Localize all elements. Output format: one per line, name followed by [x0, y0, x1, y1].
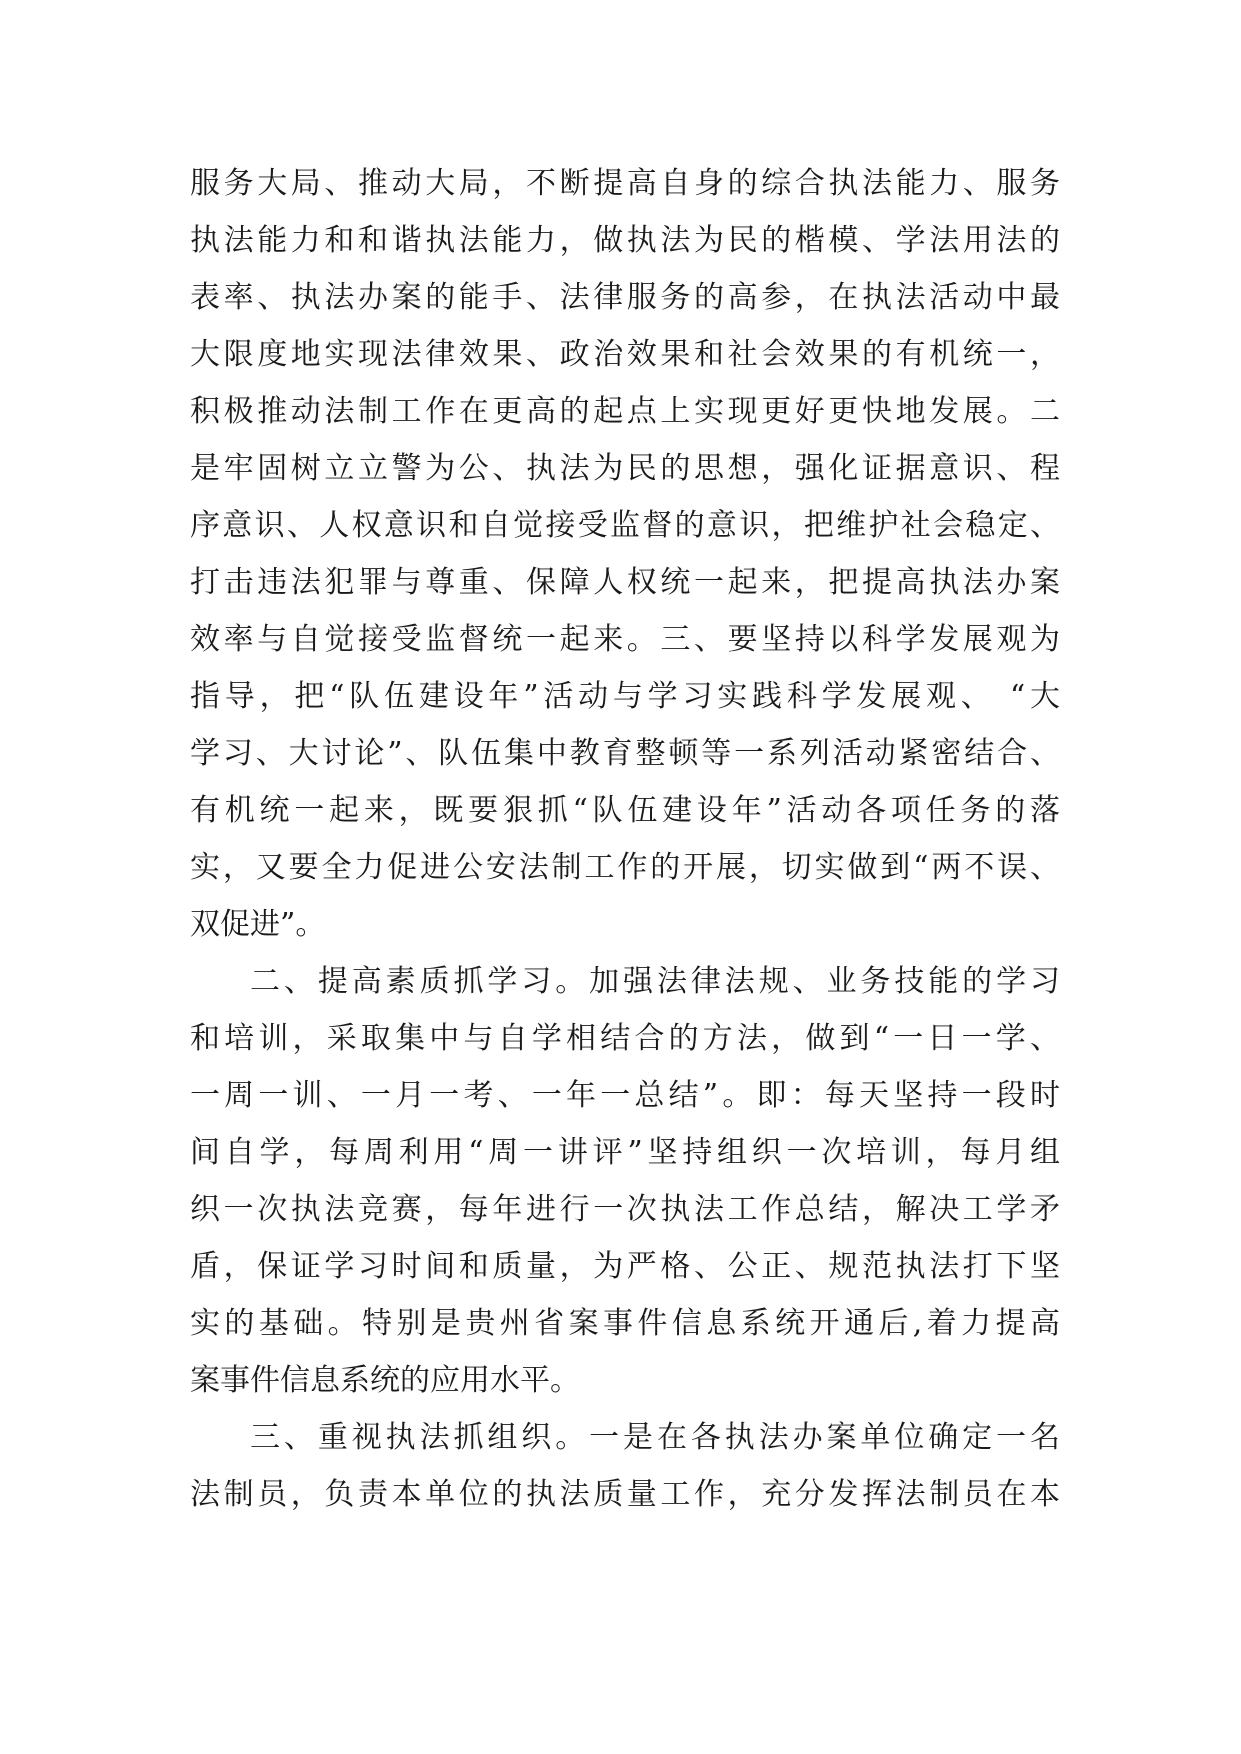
text-line: 案事件信息系统的应用水平。	[190, 1363, 580, 1398]
paragraph-3	[190, 1409, 1060, 1523]
text-line: 有机统一起来，既要狠抓“队伍建设年”活动各项任务的落	[190, 793, 1060, 828]
text-line: 是牢固树立立警为公、执法为民的思想，强化证据意识、程	[190, 451, 1060, 486]
text-line: 实，又要全力促进公安法制工作的开展，切实做到“两不误、	[190, 850, 1060, 885]
text-line: 三、重视执法抓组织。一是在各执法办案单位确定一名	[250, 1420, 1060, 1455]
text-line: 盾，保证学习时间和质量，为严格、公正、规范执法打下坚	[190, 1249, 1060, 1284]
text-line: 二、提高素质抓学习。加强法律法规、业务技能的学习	[250, 964, 1060, 999]
text-line: 和培训，采取集中与自学相结合的方法，做到“一日一学、	[190, 1021, 1060, 1056]
text-line: 织一次执法竞赛，每年进行一次执法工作总结，解决工学矛	[190, 1192, 1060, 1227]
text-line: 一周一训、一月一考、一年一总结”。即：每天坚持一段时	[190, 1078, 1060, 1113]
body-text	[190, 155, 1060, 1523]
text-line: 双促进”。	[190, 907, 326, 942]
text-line: 积极推动法制工作在更高的起点上实现更好更快地发展。二	[190, 394, 1060, 429]
text-line: 效率与自觉接受监督统一起来。三、要坚持以科学发展观为	[190, 622, 1060, 657]
text-line: 学习、大讨论”、队伍集中教育整顿等一系列活动紧密结合、	[190, 736, 1060, 771]
paragraph-1	[190, 155, 1060, 953]
text-line: 服务大局、推动大局，不断提高自身的综合执法能力、服务	[190, 166, 1060, 201]
text-line: 打击违法犯罪与尊重、保障人权统一起来，把提高执法办案	[190, 565, 1060, 600]
paragraph-2	[190, 953, 1060, 1409]
text-line: 法制员，负责本单位的执法质量工作，充分发挥法制员在本	[190, 1477, 1060, 1512]
text-line: 间自学，每周利用“周一讲评”坚持组织一次培训，每月组	[190, 1135, 1060, 1170]
text-line: 表率、执法办案的能手、法律服务的高参，在执法活动中最	[190, 280, 1060, 315]
text-line: 大限度地实现法律效果、政治效果和社会效果的有机统一，	[190, 337, 1060, 372]
text-line: 指导，把“队伍建设年”活动与学习实践科学发展观、 “大	[190, 679, 1060, 714]
text-line: 序意识、人权意识和自觉接受监督的意识，把维护社会稳定、	[190, 508, 1060, 543]
text-line: 执法能力和和谐执法能力，做执法为民的楷模、学法用法的	[190, 223, 1060, 258]
text-line: 实的基础。特别是贵州省案事件信息系统开通后,着力提高	[190, 1306, 1060, 1341]
